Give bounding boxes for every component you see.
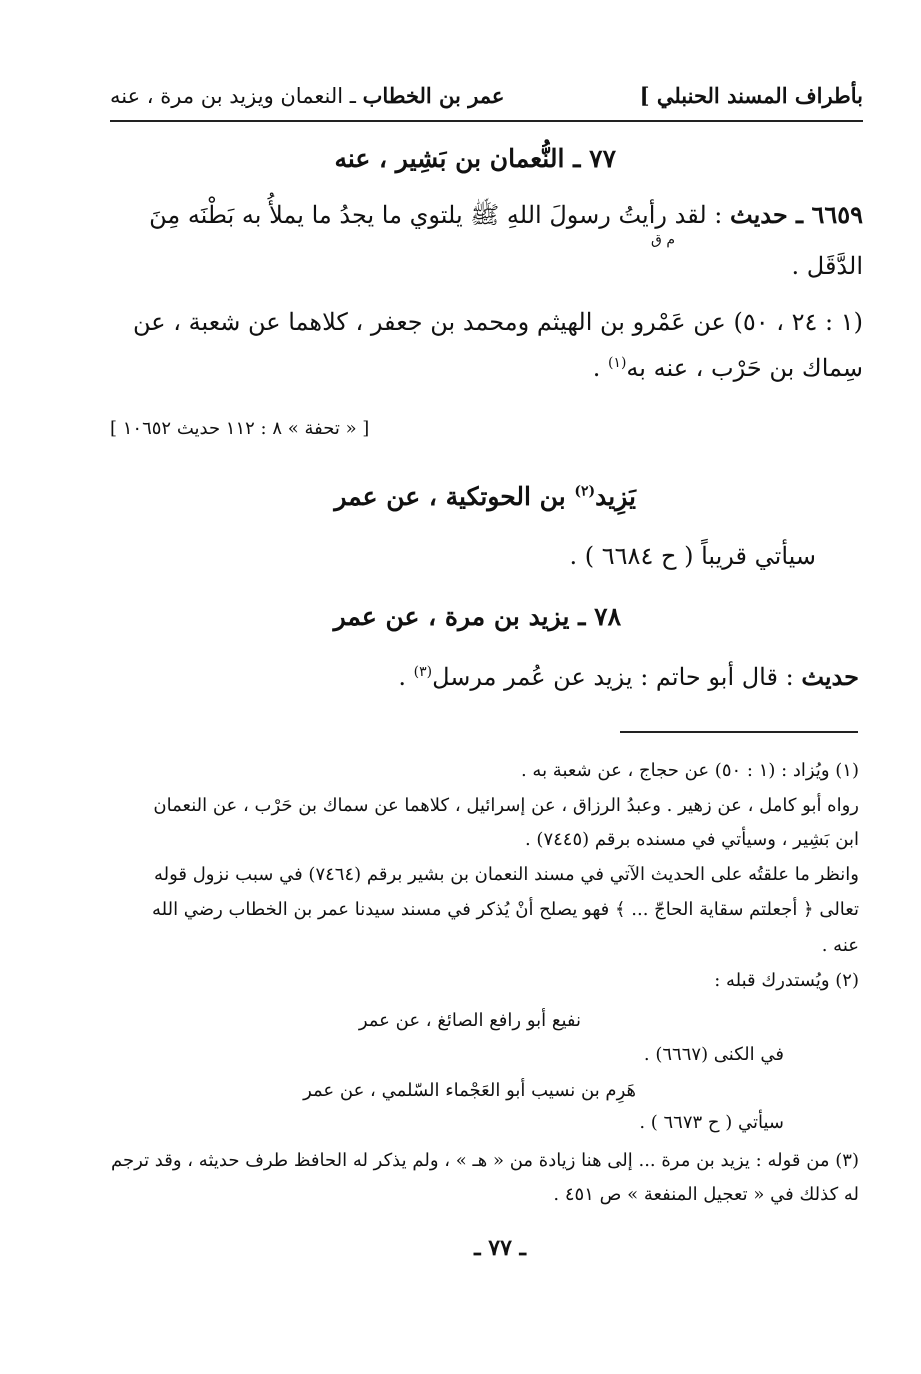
header-running-title [110,83,504,108]
header-rule [110,120,863,122]
entry-yazid-hawtakiya-text: سيأتي قريباً ( ح ٦٦٨٤ ) . [569,542,816,570]
entry-yazid-title-b: بن الحوتكية ، عن عمر [334,482,575,511]
entry-yazid-hawtakiya-title [334,482,636,511]
isnad-line-2-text: سِماك بن حَرْب ، عنه به [626,354,863,382]
footnote-1-line-5: تعالى ﴿ أجعلتم سقاية الحاجّ ... ﴾ فهو يصلح أنْ يُذكر في مسند سيدنا عمر بن الخطاب رضي الله [151,899,859,920]
section-77-title: ٧٧ ـ النُّعمان بن بَشِير ، عنه [334,144,616,173]
footnote-2-line-1: (٢) ويُستدرك قبله : [714,970,859,991]
header-running-title-rest: ـ النعمان ويزيد بن مرة ، عنه [110,84,363,108]
section-78-title: ٧٨ ـ يزيد بن مرة ، عن عمر [333,602,621,631]
footnote-1-line-6: عنه . [821,935,859,956]
footnote-3-line-1: (٣) من قوله : يزيد بن مرة ... إلى هنا زيادة من « هـ » ، ولم يذكر له الحافظ طرف حديثه ، وقد ترجم [111,1150,859,1171]
footnote-separator [620,731,858,733]
footnote-1-line-4: وانظر ما علقتُه على الحديث الآتي في مسند النعمان بن بشير برقم (٧٤٦٤) في سبب نزول قوله [153,864,859,885]
isnad-line-1: (١ : ٢٤ ، ٥٠) عن عَمْرو بن الهيثم ومحمد بن جعفر ، كلاهما عن شعبة ، عن [132,308,863,336]
hadith-6659-number: ٦٦٥٩ ـ حديث [730,200,863,229]
footnote-1-line-1: (١) ويُزاد : (١ : ٥٠) عن حجاج ، عن شعبة به . [520,760,859,781]
footnote-ref-3: (٣) [413,664,433,680]
footnote-1-line-3: ابن بَشِير ، وسيأتي في مسنده برقم (٧٤٤٥) . [524,829,859,850]
page-number: ـ ٧٧ ـ [474,1235,526,1261]
isnad-line-2-end: . [592,354,608,382]
hadith-6659-text-1: : لقد رأيتُ رسولَ اللهِ ﷺ يلتوي ما يجدُ ما يملأُ به بَطْنَه مِنَ [149,201,731,229]
footnote-2-entry-2-ref: سيأتي ( ح ٦٦٧٣ ) . [639,1112,784,1133]
footnote-2-entry-1: نفيع أبو رافع الصائغ ، عن عمر [358,1010,581,1031]
footnote-1-line-2: رواه أبو كامل ، عن زهير . وعبدُ الرزاق ، عن إسرائيل ، كلاهما عن سماك بن حَرْب ، عن النعمان [153,795,859,816]
entry-yazid-title-a: يَزِيد [595,482,636,511]
footnote-ref-2: (٢) [574,483,596,500]
isnad-line-2 [593,354,863,382]
header-running-title-bold: عمر بن الخطاب [362,83,505,108]
hadith-6659-line-1 [149,200,863,235]
header-book-title: بأطراف المسند الحنبلي ] [639,83,863,108]
footnote-2-entry-1-ref: في الكنى (٦٦٦٧) . [643,1044,784,1065]
footnote-3-line-2: له كذلك في « تعجيل المنفعة » ص ٤٥١ . [553,1184,859,1205]
section-78-text: : قال أبو حاتم : يزيد عن عُمر مرسل [432,663,802,691]
hadith-6659-text-2: الدَّقَل . [791,252,863,280]
footnote-ref-1: (١) [607,355,627,371]
footnote-2-entry-2: هَرِم بن نسيب أبو العَجْماء السّلمي ، عن عمر [303,1080,636,1101]
section-78-text-end: . [398,663,414,691]
section-78-hadith [398,662,859,691]
tuhfa-reference: [ « تحفة » ٨ : ١١٢ حديث ١٠٦٥٢ ] [110,418,370,439]
hadith-6659-marker: م ق [651,232,675,248]
section-78-label: حديث [801,662,859,691]
